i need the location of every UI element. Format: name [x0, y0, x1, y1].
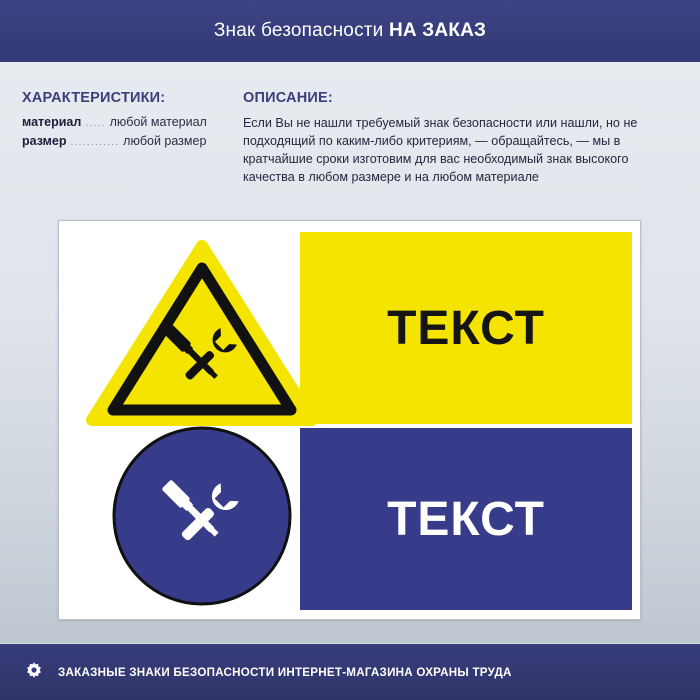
mandatory-text-label: ТЕКСТ — [387, 492, 545, 546]
mandatory-circle-tools-icon — [86, 420, 318, 612]
page-title-bold: НА ЗАКАЗ — [388, 20, 487, 41]
page-title — [214, 20, 486, 42]
description-body: Если Вы не нашли требуемый знак безопасности или нашли, но не подходящий по каким-либо критериям, — обращайтесь, — мы в кратчайшие сроки изготовим для вас необходимый знак высокого качества в любом размере и на любом материале — [243, 116, 638, 184]
specs-title: ХАРАКТЕРИСТИКИ: — [22, 90, 166, 106]
specs-block — [22, 90, 227, 153]
warning-text-plate — [300, 232, 632, 424]
description-block — [243, 90, 683, 187]
footer-bar — [0, 644, 700, 700]
gear-icon — [22, 660, 46, 684]
spec-row — [22, 115, 227, 129]
description-title: ОПИСАНИЕ: — [243, 90, 333, 106]
spec-row — [22, 134, 227, 148]
sign-preview-panel — [58, 220, 641, 620]
info-section — [0, 62, 700, 212]
warning-text-label: ТЕКСТ — [387, 301, 545, 355]
warning-triangle-tools-icon — [86, 238, 318, 426]
sign-grid — [60, 222, 641, 620]
spec-dots: ..... — [85, 117, 106, 129]
page-title-prefix: Знак безопасности — [213, 20, 389, 41]
spec-dots: ............ — [70, 136, 120, 148]
header-bar — [0, 0, 700, 62]
spec-value: любой размер — [123, 134, 207, 148]
spec-key: материал — [22, 115, 82, 129]
footer-text: ЗАКАЗНЫЕ ЗНАКИ БЕЗОПАСНОСТИ ИНТЕРНЕТ-МАГАЗИНА ОХРАНЫ ТРУДА — [58, 665, 512, 679]
mandatory-text-plate — [300, 428, 632, 610]
spec-key: размер — [22, 134, 67, 148]
spec-value: любой материал — [109, 115, 207, 129]
